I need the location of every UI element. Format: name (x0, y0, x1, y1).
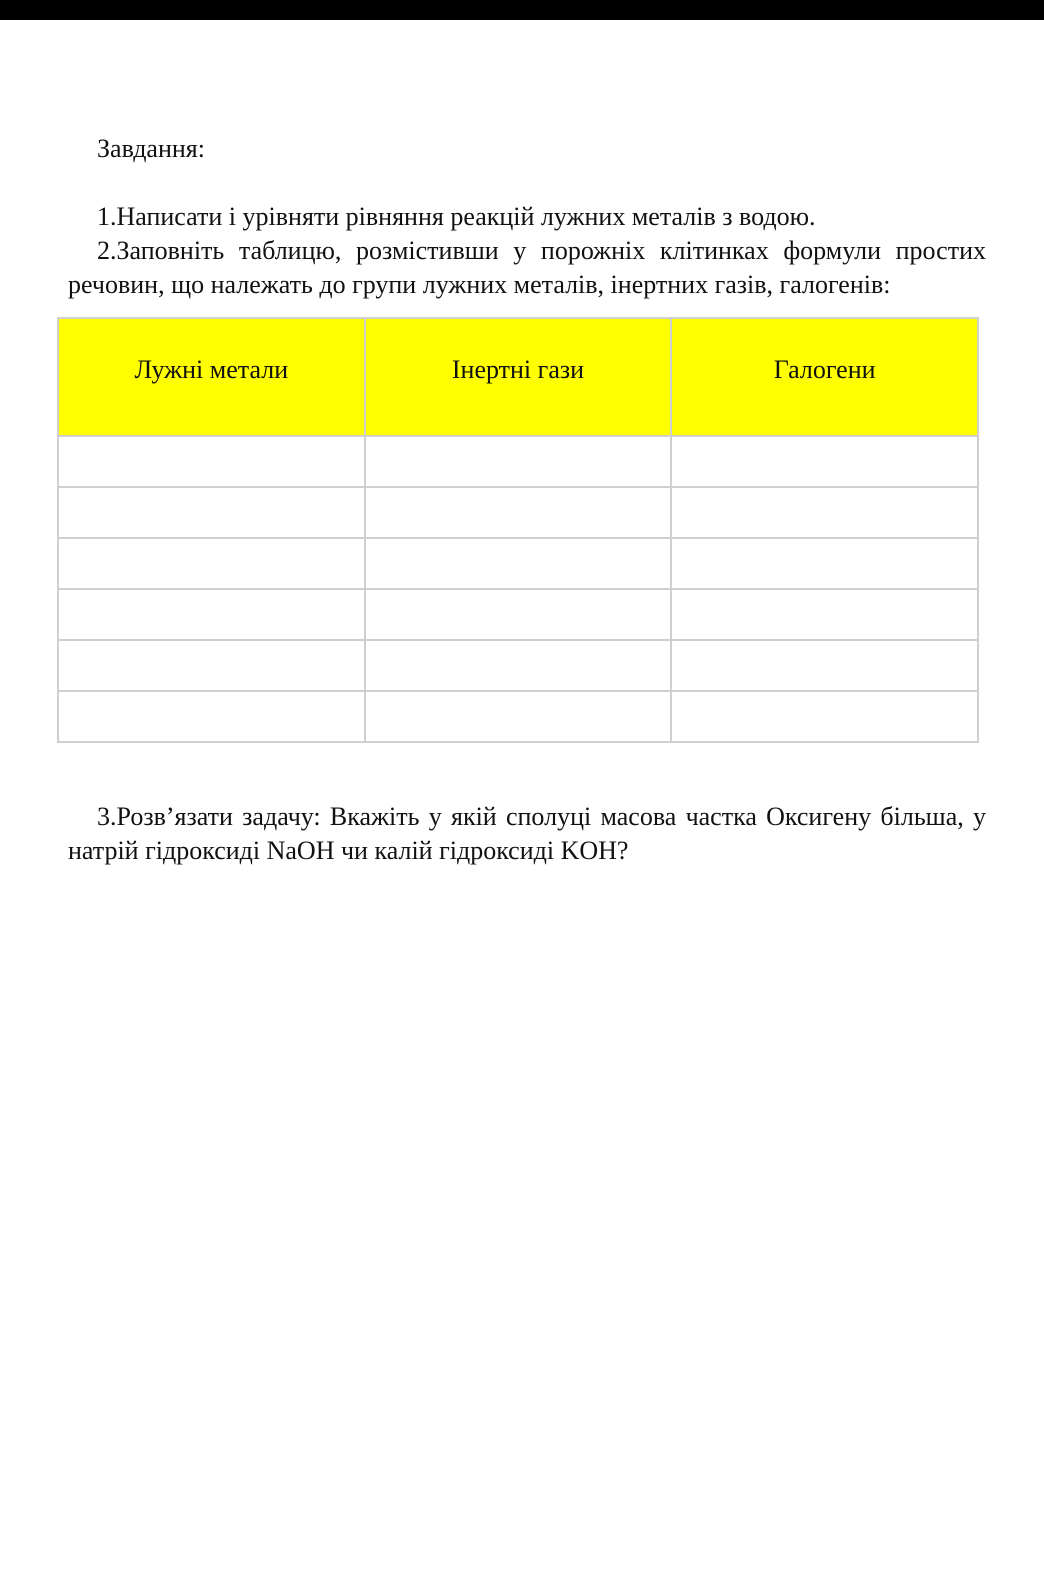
table-row (58, 640, 978, 691)
elements-table (57, 317, 979, 743)
table-row (58, 589, 978, 640)
task-1-text: 1.Написати і урівняти рівняння реакцій лужних металів з водою. (97, 202, 816, 231)
empty-cell[interactable] (58, 487, 365, 538)
table-row (58, 691, 978, 742)
empty-cell[interactable] (671, 487, 978, 538)
empty-cell[interactable] (671, 589, 978, 640)
empty-cell[interactable] (58, 589, 365, 640)
empty-cell[interactable] (58, 538, 365, 589)
table-header-row (58, 318, 978, 436)
empty-cell[interactable] (365, 487, 672, 538)
header-noble-gases: Інертні гази (365, 318, 672, 436)
empty-cell[interactable] (671, 691, 978, 742)
task-heading: Завдання: (97, 134, 205, 163)
header-halogens: Галогени (671, 318, 978, 436)
empty-cell[interactable] (58, 640, 365, 691)
empty-cell[interactable] (365, 640, 672, 691)
table-row (58, 538, 978, 589)
empty-cell[interactable] (671, 640, 978, 691)
header-alkali-metals: Лужні метали (58, 318, 365, 436)
empty-cell[interactable] (58, 436, 365, 487)
empty-cell[interactable] (365, 436, 672, 487)
task-2-text: 2.Заповніть таблицю, розмістивши у порожніх клітинках формули простих речовин, що належать до групи лужних металів, інертних газів, галогенів: (68, 236, 986, 299)
table-row (58, 436, 978, 487)
empty-cell[interactable] (671, 436, 978, 487)
table-row (58, 487, 978, 538)
empty-cell[interactable] (365, 538, 672, 589)
top-bar (0, 0, 1044, 20)
task-3-text: 3.Розв’язати задачу: Вкажіть у якій сполуці масова частка Оксигену більша, у натрій гідроксиді NaOH чи калій гідроксиді KOH? (68, 802, 986, 865)
empty-cell[interactable] (365, 589, 672, 640)
empty-cell[interactable] (671, 538, 978, 589)
empty-cell[interactable] (58, 691, 365, 742)
empty-cell[interactable] (365, 691, 672, 742)
